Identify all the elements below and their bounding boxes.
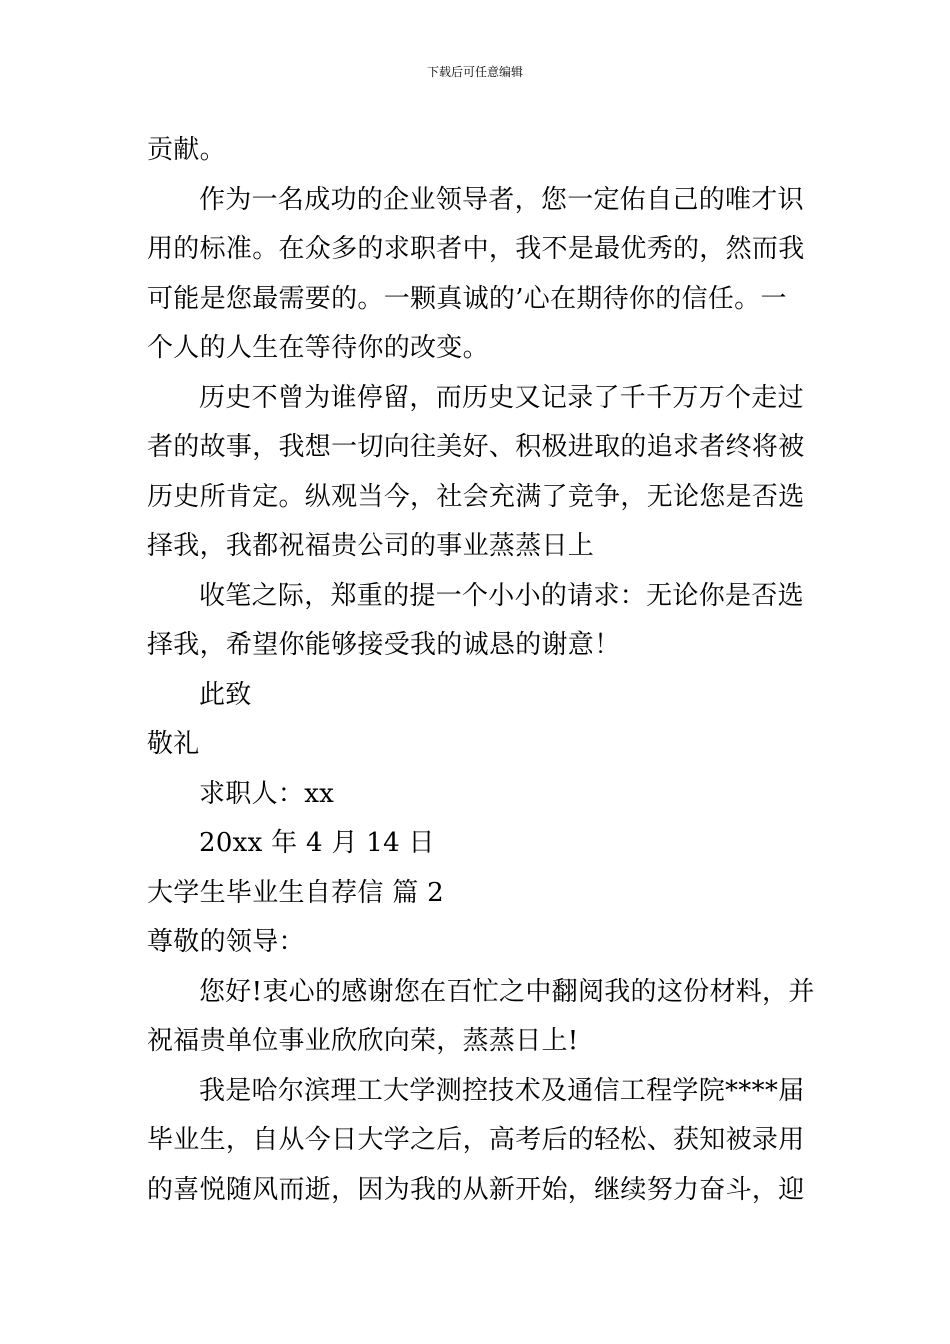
document-body (147, 126, 815, 1215)
text-line: 用的标准。在众多的求职者中，我不是最优秀的，然而我 (147, 234, 805, 264)
text-line: 作为一名成功的企业领导者，您一定佑自己的唯才识 (199, 184, 804, 215)
applicant-line: 求职人：xx (199, 778, 335, 809)
text-line: 择我，我都祝福贵公司的事业蒸蒸日上 (147, 531, 595, 561)
salutation-line: 敬礼 (147, 729, 200, 759)
text-line: 贡献。 (147, 135, 226, 165)
section-title: 大学生毕业生自荐信 篇 2 (147, 877, 444, 908)
closing-line: 此致 (199, 679, 252, 710)
date-line: 20xx 年 4 月 14 日 (199, 828, 435, 858)
text-line: 历史所肯定。纵观当今，社会充满了竞争，无论您是否选 (147, 481, 805, 512)
text-line: 历史不曾为谁停留，而历史又记录了千千万万个走过 (199, 382, 804, 413)
text-line: 择我，希望你能够接受我的诚恳的谢意！ (147, 630, 621, 660)
text-line: 我是哈尔滨理工大学测控技术及通信工程学院****届 (199, 1075, 805, 1106)
text-line: 祝福贵单位事业欣欣向荣，蒸蒸日上! (147, 1026, 579, 1056)
text-line: 收笔之际，郑重的提一个小小的请求：无论你是否选 (199, 580, 804, 611)
text-line: 毕业生，自从今日大学之后，高考后的轻松、获知被录用 (147, 1125, 805, 1155)
greeting-line: 尊敬的领导： (147, 927, 305, 957)
text-line: 可能是您最需要的。一颗真诚的’心在期待你的信任。一 (147, 283, 787, 314)
text-line: 的喜悦随风而逝，因为我的从新开始，继续努力奋斗，迎 (147, 1174, 805, 1205)
text-line: 您好!衷心的感谢您在百忙之中翻阅我的这份材料，并 (199, 976, 815, 1007)
text-line: 者的故事，我想一切向往美好、积极进取的追求者终将被 (147, 432, 805, 462)
text-line: 个人的人生在等待你的改变。 (147, 333, 489, 363)
page-header: 下载后可任意编辑 (426, 65, 523, 79)
